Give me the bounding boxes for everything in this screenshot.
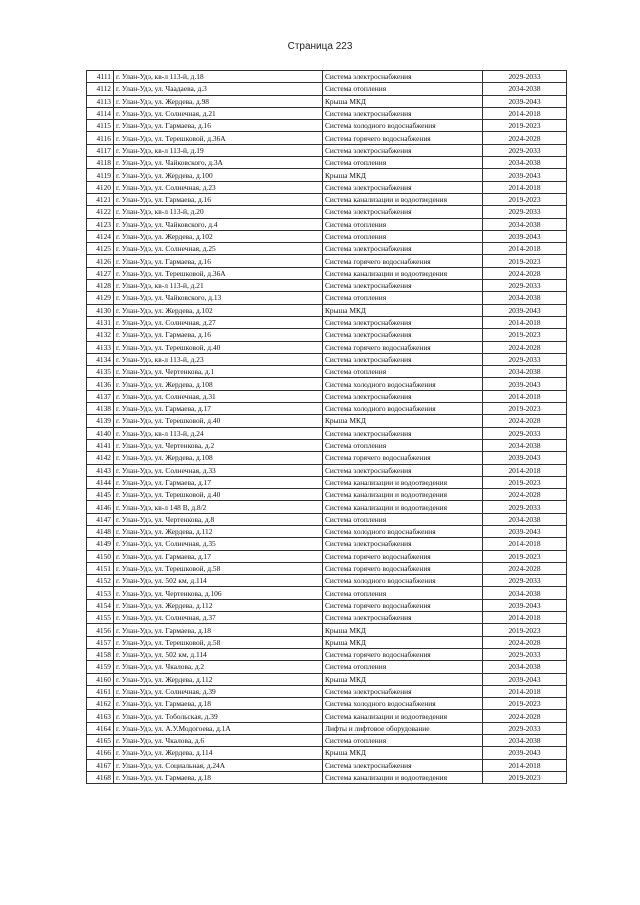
table-row bbox=[87, 169, 567, 181]
system-cell: Крыша МКД bbox=[323, 747, 483, 759]
table-row bbox=[87, 366, 567, 378]
table-row bbox=[87, 562, 567, 574]
row-number-cell: 4143 bbox=[87, 464, 114, 476]
system-cell: Система горячего водоснабжения bbox=[323, 255, 483, 267]
period-cell: 2029-2033 bbox=[483, 575, 567, 587]
system-cell: Система отопления bbox=[323, 587, 483, 599]
row-number-cell: 4136 bbox=[87, 378, 114, 390]
address-cell: г. Улан-Удэ, ул. Гармаева, д.16 bbox=[114, 193, 323, 205]
table-row bbox=[87, 685, 567, 697]
address-cell: г. Улан-Удэ, ул. Жердева, д.112 bbox=[114, 673, 323, 685]
system-cell: Система горячего водоснабжения bbox=[323, 599, 483, 611]
row-number-cell: 4165 bbox=[87, 735, 114, 747]
address-cell: г. Улан-Удэ, кв-л 113-й, д.23 bbox=[114, 353, 323, 365]
period-cell: 2019-2023 bbox=[483, 193, 567, 205]
period-cell: 2014-2018 bbox=[483, 243, 567, 255]
period-cell: 2039-2043 bbox=[483, 230, 567, 242]
period-cell: 2024-2028 bbox=[483, 267, 567, 279]
period-cell: 2039-2043 bbox=[483, 525, 567, 537]
system-cell: Система электроснабжения bbox=[323, 144, 483, 156]
row-number-cell: 4115 bbox=[87, 120, 114, 132]
period-cell: 2019-2023 bbox=[483, 120, 567, 132]
period-cell: 2019-2023 bbox=[483, 403, 567, 415]
system-cell: Система электроснабжения bbox=[323, 243, 483, 255]
system-cell: Система отопления bbox=[323, 513, 483, 525]
row-number-cell: 4126 bbox=[87, 255, 114, 267]
address-cell: г. Улан-Удэ, ул. Жердева, д.108 bbox=[114, 452, 323, 464]
row-number-cell: 4114 bbox=[87, 107, 114, 119]
system-cell: Система горячего водоснабжения bbox=[323, 550, 483, 562]
address-cell: г. Улан-Удэ, ул. Гармаева, д.18 bbox=[114, 698, 323, 710]
system-cell: Крыша МКД bbox=[323, 95, 483, 107]
table-row bbox=[87, 501, 567, 513]
system-cell: Система горячего водоснабжения bbox=[323, 452, 483, 464]
table-row bbox=[87, 489, 567, 501]
address-cell: г. Улан-Удэ, кв-л 113-й, д.24 bbox=[114, 427, 323, 439]
row-number-cell: 4127 bbox=[87, 267, 114, 279]
period-cell: 2019-2023 bbox=[483, 698, 567, 710]
row-number-cell: 4153 bbox=[87, 587, 114, 599]
row-number-cell: 4140 bbox=[87, 427, 114, 439]
row-number-cell: 4137 bbox=[87, 390, 114, 402]
table-row bbox=[87, 759, 567, 771]
table-row bbox=[87, 476, 567, 488]
table-row bbox=[87, 525, 567, 537]
period-cell: 2034-2038 bbox=[483, 439, 567, 451]
table-row bbox=[87, 390, 567, 402]
system-cell: Система горячего водоснабжения bbox=[323, 562, 483, 574]
system-cell: Система отопления bbox=[323, 366, 483, 378]
row-number-cell: 4116 bbox=[87, 132, 114, 144]
row-number-cell: 4158 bbox=[87, 648, 114, 660]
address-cell: г. Улан-Удэ, ул. Чкалова, д.6 bbox=[114, 735, 323, 747]
row-number-cell: 4162 bbox=[87, 698, 114, 710]
row-number-cell: 4117 bbox=[87, 144, 114, 156]
period-cell: 2014-2018 bbox=[483, 759, 567, 771]
row-number-cell: 4124 bbox=[87, 230, 114, 242]
period-cell: 2019-2023 bbox=[483, 329, 567, 341]
table-row bbox=[87, 341, 567, 353]
address-cell: г. Улан-Удэ, ул. Социальная, д.24А bbox=[114, 759, 323, 771]
row-number-cell: 4167 bbox=[87, 759, 114, 771]
address-cell: г. Улан-Удэ, ул. Жердева, д.114 bbox=[114, 747, 323, 759]
row-number-cell: 4122 bbox=[87, 206, 114, 218]
system-cell: Система канализации и водоотведения bbox=[323, 710, 483, 722]
row-number-cell: 4146 bbox=[87, 501, 114, 513]
address-cell: г. Улан-Удэ, ул. Чкалова, д.2 bbox=[114, 661, 323, 673]
address-cell: г. Улан-Удэ, ул. Чертенкова, д.8 bbox=[114, 513, 323, 525]
system-cell: Система электроснабжения bbox=[323, 329, 483, 341]
address-cell: г. Улан-Удэ, ул. Жердева, д.112 bbox=[114, 599, 323, 611]
table-row bbox=[87, 747, 567, 759]
row-number-cell: 4132 bbox=[87, 329, 114, 341]
table-row bbox=[87, 722, 567, 734]
address-cell: г. Улан-Удэ, ул. Гармаева, д.16 bbox=[114, 255, 323, 267]
period-cell: 2029-2033 bbox=[483, 206, 567, 218]
system-cell: Система электроснабжения bbox=[323, 685, 483, 697]
system-cell: Крыша МКД bbox=[323, 415, 483, 427]
system-cell: Система канализации и водоотведения bbox=[323, 501, 483, 513]
table-row bbox=[87, 83, 567, 95]
period-cell: 2034-2038 bbox=[483, 366, 567, 378]
system-cell: Крыша МКД bbox=[323, 624, 483, 636]
period-cell: 2014-2018 bbox=[483, 107, 567, 119]
table-row bbox=[87, 206, 567, 218]
system-cell: Лифты и лифтовое оборудование bbox=[323, 722, 483, 734]
system-cell: Система холодного водоснабжения bbox=[323, 120, 483, 132]
address-cell: г. Улан-Удэ, ул. Терешковой, д.40 bbox=[114, 341, 323, 353]
address-cell: г. Улан-Удэ, ул. Терешковой, д.40 bbox=[114, 415, 323, 427]
table-row bbox=[87, 513, 567, 525]
table-row bbox=[87, 452, 567, 464]
row-number-cell: 4154 bbox=[87, 599, 114, 611]
table-row bbox=[87, 612, 567, 624]
address-cell: г. Улан-Удэ, ул. Гармаева, д.17 bbox=[114, 550, 323, 562]
address-cell: г. Улан-Удэ, ул. 502 км, д.114 bbox=[114, 575, 323, 587]
table-row bbox=[87, 280, 567, 292]
system-cell: Система электроснабжения bbox=[323, 71, 483, 83]
address-cell: г. Улан-Удэ, ул. Чертенкова, д.2 bbox=[114, 439, 323, 451]
address-cell: г. Улан-Удэ, ул. Тобольская, д.39 bbox=[114, 710, 323, 722]
system-cell: Система электроснабжения bbox=[323, 612, 483, 624]
system-cell: Система отопления bbox=[323, 218, 483, 230]
period-cell: 2034-2038 bbox=[483, 218, 567, 230]
table-row bbox=[87, 415, 567, 427]
system-cell: Система отопления bbox=[323, 439, 483, 451]
address-cell: г. Улан-Удэ, кв-л 113-й, д.18 bbox=[114, 71, 323, 83]
table-row bbox=[87, 267, 567, 279]
address-cell: г. Улан-Удэ, ул. Солнечная, д.33 bbox=[114, 464, 323, 476]
period-cell: 2029-2033 bbox=[483, 427, 567, 439]
table-row bbox=[87, 132, 567, 144]
address-cell: г. Улан-Удэ, кв-л 113-й, д.21 bbox=[114, 280, 323, 292]
table-row bbox=[87, 230, 567, 242]
table-row bbox=[87, 378, 567, 390]
system-cell: Система холодного водоснабжения bbox=[323, 378, 483, 390]
system-cell: Система электроснабжения bbox=[323, 206, 483, 218]
period-cell: 2024-2028 bbox=[483, 562, 567, 574]
period-cell: 2014-2018 bbox=[483, 316, 567, 328]
row-number-cell: 4134 bbox=[87, 353, 114, 365]
address-cell: г. Улан-Удэ, ул. Гармаева, д.18 bbox=[114, 771, 323, 783]
row-number-cell: 4161 bbox=[87, 685, 114, 697]
row-number-cell: 4160 bbox=[87, 673, 114, 685]
table-row bbox=[87, 243, 567, 255]
table-row bbox=[87, 107, 567, 119]
row-number-cell: 4120 bbox=[87, 181, 114, 193]
system-cell: Система холодного водоснабжения bbox=[323, 525, 483, 537]
table-row bbox=[87, 698, 567, 710]
table-row bbox=[87, 636, 567, 648]
address-cell: г. Улан-Удэ, ул. Гармаева, д.18 bbox=[114, 624, 323, 636]
row-number-cell: 4130 bbox=[87, 304, 114, 316]
period-cell: 2029-2033 bbox=[483, 71, 567, 83]
period-cell: 2034-2038 bbox=[483, 661, 567, 673]
address-cell: г. Улан-Удэ, ул. Терешковой, д.36А bbox=[114, 267, 323, 279]
period-cell: 2024-2028 bbox=[483, 415, 567, 427]
address-cell: г. Улан-Удэ, ул. Чертенкова, д.106 bbox=[114, 587, 323, 599]
system-cell: Система отопления bbox=[323, 230, 483, 242]
table-row bbox=[87, 575, 567, 587]
system-cell: Система отопления bbox=[323, 292, 483, 304]
address-cell: г. Улан-Удэ, ул. Солнечная, д.27 bbox=[114, 316, 323, 328]
table-row bbox=[87, 71, 567, 83]
period-cell: 2014-2018 bbox=[483, 390, 567, 402]
system-cell: Система отопления bbox=[323, 661, 483, 673]
period-cell: 2039-2043 bbox=[483, 452, 567, 464]
address-cell: г. Улан-Удэ, ул. Жердева, д.98 bbox=[114, 95, 323, 107]
address-cell: г. Улан-Удэ, ул. Терешковой, д.58 bbox=[114, 562, 323, 574]
address-cell: г. Улан-Удэ, ул. Терешковой, д.36А bbox=[114, 132, 323, 144]
system-cell: Система горячего водоснабжения bbox=[323, 341, 483, 353]
address-cell: г. Улан-Удэ, ул. Солнечная, д.37 bbox=[114, 612, 323, 624]
address-cell: г. Улан-Удэ, кв-л 148 В, д.8/2 bbox=[114, 501, 323, 513]
table-row bbox=[87, 157, 567, 169]
system-cell: Система электроснабжения bbox=[323, 427, 483, 439]
row-number-cell: 4155 bbox=[87, 612, 114, 624]
system-cell: Крыша МКД bbox=[323, 636, 483, 648]
address-cell: г. Улан-Удэ, ул. Чаадаева, д.3 bbox=[114, 83, 323, 95]
table-row bbox=[87, 587, 567, 599]
repair-schedule-table bbox=[86, 70, 567, 784]
system-cell: Система холодного водоснабжения bbox=[323, 698, 483, 710]
period-cell: 2019-2023 bbox=[483, 624, 567, 636]
period-cell: 2029-2033 bbox=[483, 722, 567, 734]
row-number-cell: 4129 bbox=[87, 292, 114, 304]
period-cell: 2014-2018 bbox=[483, 181, 567, 193]
period-cell: 2024-2028 bbox=[483, 489, 567, 501]
address-cell: г. Улан-Удэ, ул. Чайковского, д.13 bbox=[114, 292, 323, 304]
table-row bbox=[87, 316, 567, 328]
table-body bbox=[87, 71, 567, 784]
row-number-cell: 4151 bbox=[87, 562, 114, 574]
system-cell: Крыша МКД bbox=[323, 673, 483, 685]
system-cell: Система электроснабжения bbox=[323, 759, 483, 771]
row-number-cell: 4149 bbox=[87, 538, 114, 550]
table-row bbox=[87, 735, 567, 747]
period-cell: 2034-2038 bbox=[483, 83, 567, 95]
address-cell: г. Улан-Удэ, ул. Гармаева, д.17 bbox=[114, 476, 323, 488]
system-cell: Система электроснабжения bbox=[323, 353, 483, 365]
row-number-cell: 4119 bbox=[87, 169, 114, 181]
page-title: Страница 223 bbox=[287, 41, 353, 52]
period-cell: 2024-2028 bbox=[483, 132, 567, 144]
system-cell: Система электроснабжения bbox=[323, 280, 483, 292]
row-number-cell: 4113 bbox=[87, 95, 114, 107]
period-cell: 2014-2018 bbox=[483, 685, 567, 697]
row-number-cell: 4141 bbox=[87, 439, 114, 451]
system-cell: Система холодного водоснабжения bbox=[323, 575, 483, 587]
period-cell: 2029-2033 bbox=[483, 353, 567, 365]
period-cell: 2029-2033 bbox=[483, 501, 567, 513]
address-cell: г. Улан-Удэ, ул. Чертенкова, д.1 bbox=[114, 366, 323, 378]
address-cell: г. Улан-Удэ, ул. Жердева, д.100 bbox=[114, 169, 323, 181]
table-row bbox=[87, 464, 567, 476]
system-cell: Система электроснабжения bbox=[323, 390, 483, 402]
row-number-cell: 4152 bbox=[87, 575, 114, 587]
table-row bbox=[87, 673, 567, 685]
address-cell: г. Улан-Удэ, ул. Жердева, д.112 bbox=[114, 525, 323, 537]
system-cell: Система холодного водоснабжения bbox=[323, 403, 483, 415]
row-number-cell: 4135 bbox=[87, 366, 114, 378]
table-row bbox=[87, 353, 567, 365]
table-row bbox=[87, 710, 567, 722]
period-cell: 2034-2038 bbox=[483, 513, 567, 525]
period-cell: 2039-2043 bbox=[483, 378, 567, 390]
row-number-cell: 4144 bbox=[87, 476, 114, 488]
table-row bbox=[87, 624, 567, 636]
table-row bbox=[87, 292, 567, 304]
system-cell: Система канализации и водоотведения bbox=[323, 771, 483, 783]
system-cell: Система канализации и водоотведения bbox=[323, 476, 483, 488]
system-cell: Крыша МКД bbox=[323, 304, 483, 316]
table-row bbox=[87, 648, 567, 660]
system-cell: Система электроснабжения bbox=[323, 181, 483, 193]
address-cell: г. Улан-Удэ, ул. Гармаева, д.17 bbox=[114, 403, 323, 415]
period-cell: 2014-2018 bbox=[483, 538, 567, 550]
system-cell: Система канализации и водоотведения bbox=[323, 193, 483, 205]
address-cell: г. Улан-Удэ, ул. 502 км, д.114 bbox=[114, 648, 323, 660]
row-number-cell: 4145 bbox=[87, 489, 114, 501]
system-cell: Система отопления bbox=[323, 157, 483, 169]
period-cell: 2019-2023 bbox=[483, 771, 567, 783]
period-cell: 2039-2043 bbox=[483, 599, 567, 611]
row-number-cell: 4166 bbox=[87, 747, 114, 759]
row-number-cell: 4163 bbox=[87, 710, 114, 722]
row-number-cell: 4168 bbox=[87, 771, 114, 783]
table-row bbox=[87, 255, 567, 267]
table-row bbox=[87, 661, 567, 673]
period-cell: 2039-2043 bbox=[483, 95, 567, 107]
row-number-cell: 4147 bbox=[87, 513, 114, 525]
address-cell: г. Улан-Удэ, ул. Чайковского, д.4 bbox=[114, 218, 323, 230]
row-number-cell: 4159 bbox=[87, 661, 114, 673]
row-number-cell: 4157 bbox=[87, 636, 114, 648]
system-cell: Крыша МКД bbox=[323, 169, 483, 181]
table-row bbox=[87, 304, 567, 316]
table-row bbox=[87, 120, 567, 132]
system-cell: Система горячего водоснабжения bbox=[323, 132, 483, 144]
address-cell: г. Улан-Удэ, ул. Жердева, д.102 bbox=[114, 230, 323, 242]
row-number-cell: 4128 bbox=[87, 280, 114, 292]
row-number-cell: 4164 bbox=[87, 722, 114, 734]
period-cell: 2019-2023 bbox=[483, 550, 567, 562]
period-cell: 2034-2038 bbox=[483, 587, 567, 599]
table-row bbox=[87, 599, 567, 611]
address-cell: г. Улан-Удэ, ул. Жердева, д.108 bbox=[114, 378, 323, 390]
address-cell: г. Улан-Удэ, ул. Солнечная, д.39 bbox=[114, 685, 323, 697]
table-row bbox=[87, 439, 567, 451]
row-number-cell: 4138 bbox=[87, 403, 114, 415]
address-cell: г. Улан-Удэ, кв-л 113-й, д.20 bbox=[114, 206, 323, 218]
table-row bbox=[87, 95, 567, 107]
period-cell: 2029-2033 bbox=[483, 280, 567, 292]
table-row bbox=[87, 193, 567, 205]
address-cell: г. Улан-Удэ, кв-л 113-й, д.19 bbox=[114, 144, 323, 156]
row-number-cell: 4139 bbox=[87, 415, 114, 427]
period-cell: 2029-2033 bbox=[483, 648, 567, 660]
system-cell: Система канализации и водоотведения bbox=[323, 489, 483, 501]
system-cell: Система горячего водоснабжения bbox=[323, 648, 483, 660]
address-cell: г. Улан-Удэ, ул. Солнечная, д.31 bbox=[114, 390, 323, 402]
row-number-cell: 4111 bbox=[87, 71, 114, 83]
system-cell: Система электроснабжения bbox=[323, 107, 483, 119]
period-cell: 2019-2023 bbox=[483, 476, 567, 488]
table-row bbox=[87, 329, 567, 341]
period-cell: 2014-2018 bbox=[483, 612, 567, 624]
row-number-cell: 4125 bbox=[87, 243, 114, 255]
system-cell: Система отопления bbox=[323, 83, 483, 95]
row-number-cell: 4118 bbox=[87, 157, 114, 169]
table-row bbox=[87, 218, 567, 230]
address-cell: г. Улан-Удэ, ул. Терешковой, д.40 bbox=[114, 489, 323, 501]
period-cell: 2039-2043 bbox=[483, 304, 567, 316]
address-cell: г. Улан-Удэ, ул. Гармаева, д.16 bbox=[114, 120, 323, 132]
period-cell: 2034-2038 bbox=[483, 157, 567, 169]
address-cell: г. Улан-Удэ, ул. Солнечная, д.23 bbox=[114, 181, 323, 193]
period-cell: 2039-2043 bbox=[483, 673, 567, 685]
table-row bbox=[87, 403, 567, 415]
system-cell: Система электроснабжения bbox=[323, 464, 483, 476]
row-number-cell: 4112 bbox=[87, 83, 114, 95]
table-row bbox=[87, 427, 567, 439]
row-number-cell: 4150 bbox=[87, 550, 114, 562]
table-row bbox=[87, 771, 567, 783]
row-number-cell: 4123 bbox=[87, 218, 114, 230]
system-cell: Система канализации и водоотведения bbox=[323, 267, 483, 279]
table-row bbox=[87, 538, 567, 550]
period-cell: 2034-2038 bbox=[483, 292, 567, 304]
system-cell: Система электроснабжения bbox=[323, 538, 483, 550]
row-number-cell: 4131 bbox=[87, 316, 114, 328]
period-cell: 2019-2023 bbox=[483, 255, 567, 267]
period-cell: 2014-2018 bbox=[483, 464, 567, 476]
system-cell: Система отопления bbox=[323, 735, 483, 747]
address-cell: г. Улан-Удэ, ул. Чайковского, д.3А bbox=[114, 157, 323, 169]
table-row bbox=[87, 550, 567, 562]
period-cell: 2039-2043 bbox=[483, 169, 567, 181]
period-cell: 2034-2038 bbox=[483, 735, 567, 747]
table-row bbox=[87, 181, 567, 193]
row-number-cell: 4148 bbox=[87, 525, 114, 537]
row-number-cell: 4121 bbox=[87, 193, 114, 205]
period-cell: 2024-2028 bbox=[483, 636, 567, 648]
period-cell: 2024-2028 bbox=[483, 710, 567, 722]
address-cell: г. Улан-Удэ, ул. Солнечная, д.21 bbox=[114, 107, 323, 119]
address-cell: г. Улан-Удэ, ул. Солнечная, д.25 bbox=[114, 243, 323, 255]
period-cell: 2039-2043 bbox=[483, 747, 567, 759]
address-cell: г. Улан-Удэ, ул. А.У.Модогоева, д.1А bbox=[114, 722, 323, 734]
address-cell: г. Улан-Удэ, ул. Жердева, д.102 bbox=[114, 304, 323, 316]
period-cell: 2029-2033 bbox=[483, 144, 567, 156]
address-cell: г. Улан-Удэ, ул. Гармаева, д.16 bbox=[114, 329, 323, 341]
address-cell: г. Улан-Удэ, ул. Солнечная, д.35 bbox=[114, 538, 323, 550]
row-number-cell: 4142 bbox=[87, 452, 114, 464]
period-cell: 2024-2028 bbox=[483, 341, 567, 353]
address-cell: г. Улан-Удэ, ул. Терешковой, д.58 bbox=[114, 636, 323, 648]
table-row bbox=[87, 144, 567, 156]
row-number-cell: 4133 bbox=[87, 341, 114, 353]
row-number-cell: 4156 bbox=[87, 624, 114, 636]
system-cell: Система электроснабжения bbox=[323, 316, 483, 328]
